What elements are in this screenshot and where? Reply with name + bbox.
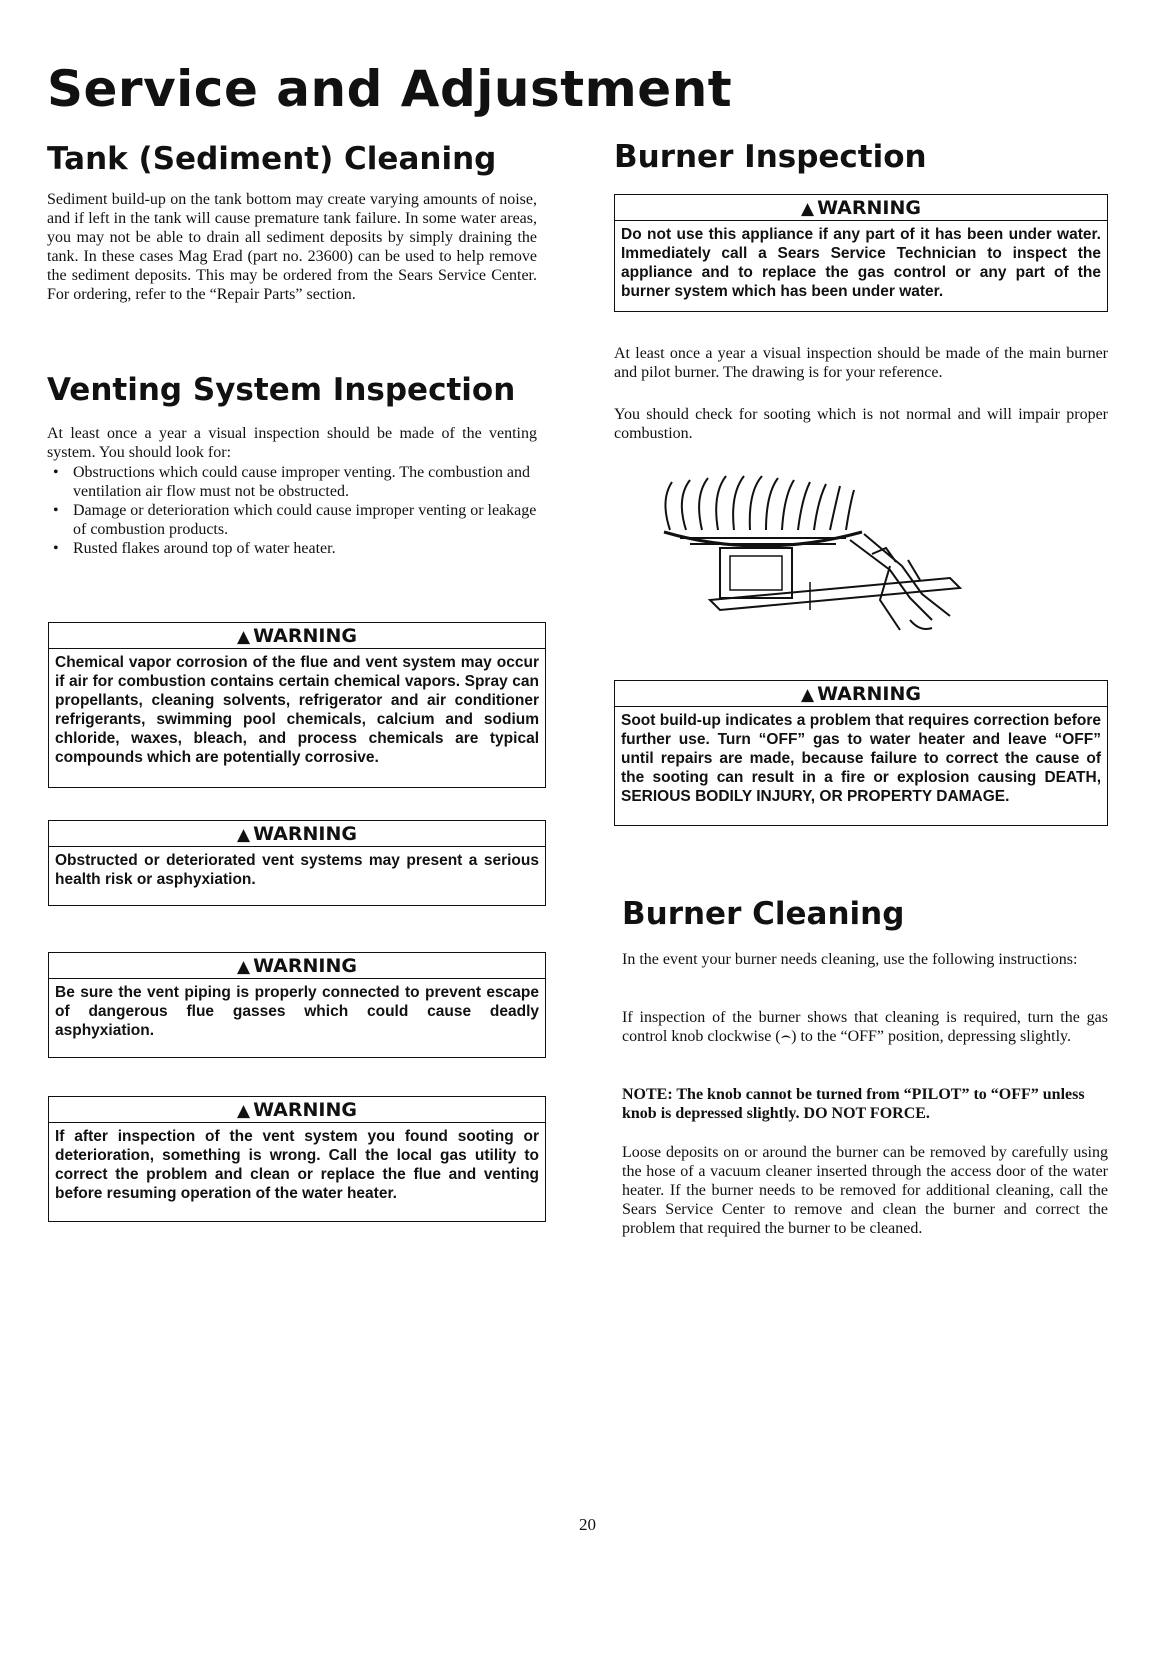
list-item: • Obstructions which could cause improper venting. The combustion and ventilation air flow must not be obstructed. [47,463,537,501]
warning-triangle-icon: ▲ [237,1101,251,1121]
warning-header: ▲ WARNING [615,195,1107,221]
warning-header: ▲ WARNING [49,623,545,649]
warning-box-sooting [48,1096,546,1222]
venting-intro: At least once a year a visual inspection should be made of the venting system. You should look for: [47,425,537,461]
warning-text: Chemical vapor corrosion of the flue and vent system may occur if air for combustion contains certain chemical vapors. Spray can propellants, cleaning solvents, refrigerator and air conditioner refrigerants, swimming pool chemicals, calcium and sodium chloride, waxes, bleach, and process chemicals are typical compounds which are potentially corrosive. [55,654,539,766]
warning-box-vent-piping [48,952,546,1058]
tank-cleaning-heading: Tank (Sediment) Cleaning [47,141,497,177]
venting-heading: Venting System Inspection [47,372,516,408]
knob-note: NOTE: The knob cannot be turned from “PILOT” to “OFF” unless knob is depressed slightly. DO NOT FORCE. [622,1086,1085,1122]
warning-text: Do not use this appliance if any part of it has been under water. Immediately call a Sears Service Technician to inspect the appliance and to replace the gas control or any part of the burner system which has been under water. [621,226,1101,300]
warning-box-under-water [614,194,1108,312]
warning-box-chemical-corrosion [48,622,546,788]
warning-header: ▲ WARNING [615,681,1107,707]
tank-cleaning-text: Sediment build-up on the tank bottom may create varying amounts of noise, and if left in the tank will cause premature tank failure. In some water areas, you may not be able to drain all sediment deposits by simply draining the tank. In these cases Mag Erad (part no. 23600) can be used to help remove the sediment deposits. This may be ordered from the Sears Service Center. For ordering, refer to the “Repair Parts” section. [47,191,537,303]
warning-text: Obstructed or deteriorated vent systems may present a serious health risk or asphyxiation. [55,852,539,888]
warning-triangle-icon: ▲ [237,825,251,845]
warning-triangle-icon: ▲ [801,685,815,705]
warning-text: Be sure the vent piping is properly connected to prevent escape of dangerous flue gasses which could cause deadly asphyxiation. [55,984,539,1039]
warning-triangle-icon: ▲ [237,957,251,977]
warning-text: If after inspection of the vent system you found sooting or deterioration, something is wrong. Call the local gas utility to correct the problem and clean or replace the flue and venting before resuming operation of the water heater. [55,1128,539,1202]
burner-cleaning-deposits-text: Loose deposits on or around the burner can be removed by carefully using the hose of a vacuum cleaner inserted through the access door of the water heater. If the burner needs to be removed for additional cleaning, call the Sears Service Center to remove and clean the burner and correct the problem that required the burner to be cleaned. [622,1144,1108,1237]
burner-inspection-heading: Burner Inspection [614,139,927,175]
burner-assembly-illustration [650,470,1020,650]
warning-header: ▲ WARNING [49,1097,545,1123]
page-title: Service and Adjustment [47,60,733,118]
warning-header: ▲ WARNING [49,821,545,847]
warning-box-obstructed-vent [48,820,546,906]
list-item: • Damage or deterioration which could cause improper venting or leakage of combustion products. [47,501,537,539]
warning-box-soot-buildup [614,680,1108,826]
burner-cleaning-heading: Burner Cleaning [622,896,905,932]
warning-triangle-icon: ▲ [237,627,251,647]
sooting-check-text: You should check for sooting which is not normal and will impair proper combustion. [614,406,1108,442]
page-number: 20 [579,1515,596,1534]
burner-cleaning-knob-text: If inspection of the burner shows that cleaning is required, turn the gas control knob clockwise (⌢) to the “OFF” position, depressing slightly. [622,1009,1108,1045]
warning-triangle-icon: ▲ [801,199,815,219]
warning-header: ▲ WARNING [49,953,545,979]
burner-cleaning-intro: In the event your burner needs cleaning, use the following instructions: [622,951,1078,968]
list-item: • Rusted flakes around top of water heater. [47,539,537,558]
venting-checklist [47,463,537,558]
burner-inspection-text: At least once a year a visual inspection should be made of the main burner and pilot burner. The drawing is for your reference. [614,345,1108,381]
warning-text: Soot build-up indicates a problem that requires correction before further use. Turn “OFF” gas to water heater and leave “OFF” until repairs are made, because failure to correct the cause of the sooting can result in a fire or explosion causing DEATH, SERIOUS BODILY INJURY, OR PROPERTY DAMAGE. [621,712,1101,805]
